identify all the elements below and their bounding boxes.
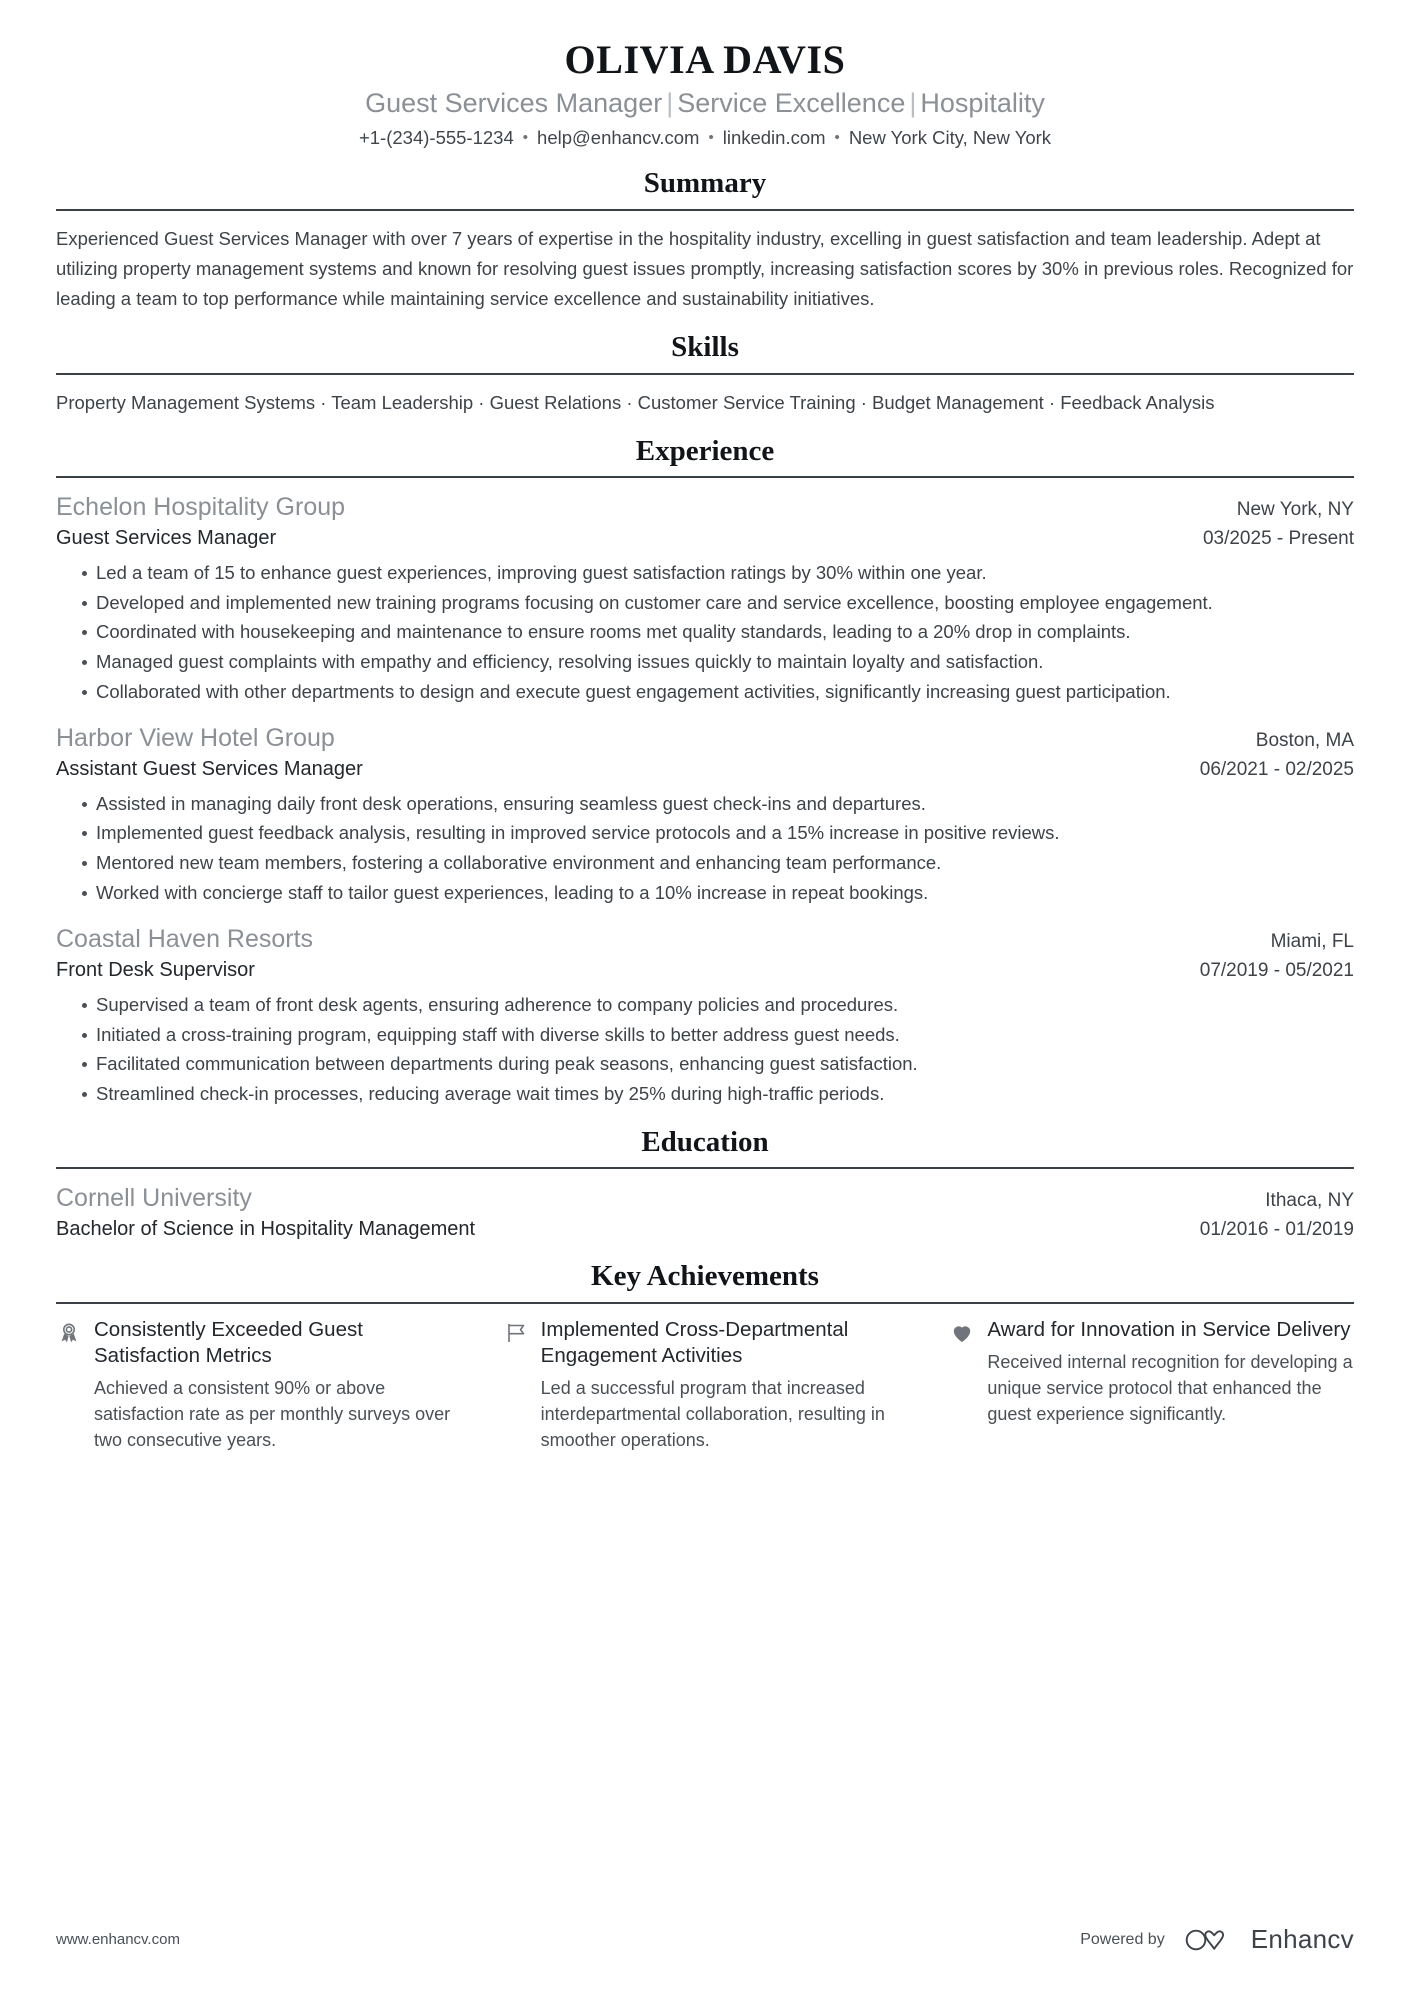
- school-name: Cornell University: [56, 1184, 252, 1213]
- section-title-summary: Summary: [643, 167, 767, 200]
- achievement-body: [541, 1317, 908, 1454]
- headline-part-1: Guest Services Manager: [365, 88, 663, 119]
- section-title-key-achievements: Key Achievements: [591, 1259, 819, 1292]
- contact-phone: +1-(234)-555-1234: [358, 127, 514, 149]
- experience-entry-subheader: [56, 756, 1354, 783]
- achievement-title: Consistently Exceeded Guest Satisfaction Metrics: [94, 1317, 363, 1367]
- achievement-title: Award for Innovation in Service Delivery: [987, 1317, 1351, 1341]
- school-location: Ithaca, NY: [1265, 1190, 1354, 1212]
- job-bullet: Collaborated with other departments to design and execute guest engagement activities, significantly increasing guest participation.: [82, 678, 1354, 707]
- achievement-description: Received internal recognition for developing a unique service protocol that enhanced the guest experience significantly.: [987, 1352, 1353, 1425]
- enhancv-logo: [1183, 1924, 1354, 1955]
- section-rule-education: [56, 1167, 1354, 1169]
- experience-entry-header: [56, 722, 1354, 755]
- section-education: [56, 1125, 1354, 1243]
- experience-entry: [56, 923, 1354, 1108]
- achievement-item: [56, 1317, 461, 1454]
- job-bullet: Supervised a team of front desk agents, ensuring adherence to company policies and procedures.: [82, 991, 1354, 1020]
- headline-part-2: Service Excellence: [677, 88, 906, 119]
- contact-email[interactable]: help@enhancv.com: [537, 127, 700, 149]
- job-dates: 03/2025 - Present: [1202, 527, 1354, 549]
- job-bullet: Coordinated with housekeeping and maintenance to ensure rooms met quality standards, leading to a 20% drop in complaints.: [82, 618, 1354, 647]
- achievement-body: [94, 1317, 461, 1454]
- job-bullet: Initiated a cross-training program, equipping staff with diverse skills to better address guest needs.: [82, 1021, 1354, 1050]
- award-ribbon-icon: [56, 1320, 82, 1346]
- job-bullet: Streamlined check-in processes, reducing average wait times by 25% during high-traffic periods.: [82, 1080, 1354, 1109]
- job-bullet: Assisted in managing daily front desk operations, ensuring seamless guest check-ins and departures.: [82, 790, 1354, 819]
- degree-title: Bachelor of Science in Hospitality Management: [56, 1217, 476, 1240]
- section-rule-skills: [56, 373, 1354, 375]
- headline-separator-1: |: [666, 88, 674, 119]
- experience-entry-header: [56, 923, 1354, 956]
- candidate-name: OLIVIA DAVIS: [564, 37, 846, 82]
- section-rule-experience: [56, 476, 1354, 478]
- flag-icon: [503, 1320, 529, 1346]
- contact-location: New York City, New York: [848, 127, 1052, 149]
- experience-entry: [56, 491, 1354, 706]
- footer-branding: [1080, 1924, 1354, 1955]
- achievement-body: [987, 1317, 1354, 1428]
- job-bullet: Worked with concierge staff to tailor guest experiences, leading to a 10% increase in repeat bookings.: [82, 879, 1354, 908]
- experience-entry-subheader: [56, 957, 1354, 984]
- summary-text: Experienced Guest Services Manager with over 7 years of expertise in the hospitality industry, excelling in guest satisfaction and team leadership. Adept at utilizing property management systems and known for resolving guest issues promptly, increasing satisfaction scores by 30% in previous roles. Recognized for leading a team to top performance while maintaining service excellence and sustainability initiatives.: [56, 227, 1354, 309]
- section-rule-summary: [56, 209, 1354, 211]
- job-dates: 07/2019 - 05/2021: [1199, 959, 1354, 981]
- company-location: Miami, FL: [1270, 931, 1354, 953]
- section-title-experience: Experience: [635, 434, 775, 467]
- resume-header: [56, 36, 1354, 150]
- section-experience: [56, 434, 1354, 1109]
- section-title-skills: Skills: [671, 330, 739, 363]
- experience-entry-subheader: [56, 525, 1354, 552]
- job-bullet: Led a team of 15 to enhance guest experiences, improving guest satisfaction ratings by 30% within one year.: [82, 559, 1354, 588]
- skills-list: Property Management Systems · Team Leadership · Guest Relations · Customer Service Training · Budget Management · Feedback Analysis: [56, 391, 1215, 413]
- job-bullet: Mentored new team members, fostering a collaborative environment and enhancing team performance.: [82, 849, 1354, 878]
- job-bullet: Managed guest complaints with empathy and efficiency, resolving issues quickly to maintain loyalty and satisfaction.: [82, 648, 1354, 677]
- job-bullets: [56, 991, 1354, 1109]
- section-summary: [56, 166, 1354, 314]
- education-entry: [56, 1182, 1354, 1243]
- job-bullets: [56, 559, 1354, 706]
- achievement-item: [949, 1317, 1354, 1454]
- contact-bullet-3: •: [834, 129, 840, 147]
- job-title: Assistant Guest Services Manager: [56, 757, 363, 780]
- job-bullet: Facilitated communication between departments during peak seasons, enhancing guest satisfaction.: [82, 1050, 1354, 1079]
- company-name: Harbor View Hotel Group: [56, 724, 335, 753]
- enhancv-mark-icon: [1183, 1925, 1241, 1955]
- headline-separator-2: |: [909, 88, 917, 119]
- section-skills: [56, 330, 1354, 418]
- powered-by-label: Powered by: [1080, 1930, 1165, 1948]
- section-rule-key-achievements: [56, 1302, 1354, 1304]
- section-title-education: Education: [641, 1125, 769, 1158]
- degree-dates: 01/2016 - 01/2019: [1199, 1218, 1354, 1240]
- achievements-grid: [56, 1317, 1354, 1454]
- company-name: Coastal Haven Resorts: [56, 925, 314, 954]
- contact-line: [56, 126, 1354, 150]
- footer-website-url[interactable]: www.enhancv.com: [56, 1931, 180, 1948]
- achievement-description: Led a successful program that increased interdepartmental collaboration, resulting in smoother operations.: [540, 1378, 885, 1451]
- company-name: Echelon Hospitality Group: [56, 493, 346, 522]
- job-bullet: Implemented guest feedback analysis, resulting in improved service protocols and a 15% increase in positive reviews.: [82, 819, 1354, 848]
- headline-part-3: Hospitality: [920, 88, 1045, 119]
- candidate-headline: [56, 87, 1354, 120]
- job-title: Front Desk Supervisor: [56, 958, 255, 981]
- contact-bullet-1: •: [522, 129, 529, 147]
- contact-bullet-2: •: [708, 129, 714, 147]
- job-title: Guest Services Manager: [56, 526, 277, 549]
- contact-linkedin[interactable]: linkedin.com: [722, 127, 826, 149]
- heart-icon: [949, 1320, 975, 1346]
- education-entry-header: [56, 1182, 1354, 1215]
- enhancv-wordmark: Enhancv: [1250, 1924, 1354, 1954]
- experience-entry-header: [56, 491, 1354, 524]
- achievement-title: Implemented Cross-Departmental Engagement Activities: [540, 1317, 849, 1367]
- job-bullets: [56, 790, 1354, 908]
- education-entry-subheader: [56, 1216, 1354, 1243]
- company-location: Boston, MA: [1255, 730, 1354, 752]
- page-footer: [56, 1924, 1354, 1955]
- company-location: New York, NY: [1236, 499, 1354, 521]
- achievement-item: [503, 1317, 908, 1454]
- achievement-description: Achieved a consistent 90% or above satisfaction rate as per monthly surveys over two consecutive years.: [94, 1378, 451, 1451]
- section-key-achievements: [56, 1259, 1354, 1454]
- job-dates: 06/2021 - 02/2025: [1199, 758, 1354, 780]
- experience-entry: [56, 722, 1354, 907]
- job-bullet: Developed and implemented new training programs focusing on customer care and service excellence, boosting employee engagement.: [82, 589, 1354, 618]
